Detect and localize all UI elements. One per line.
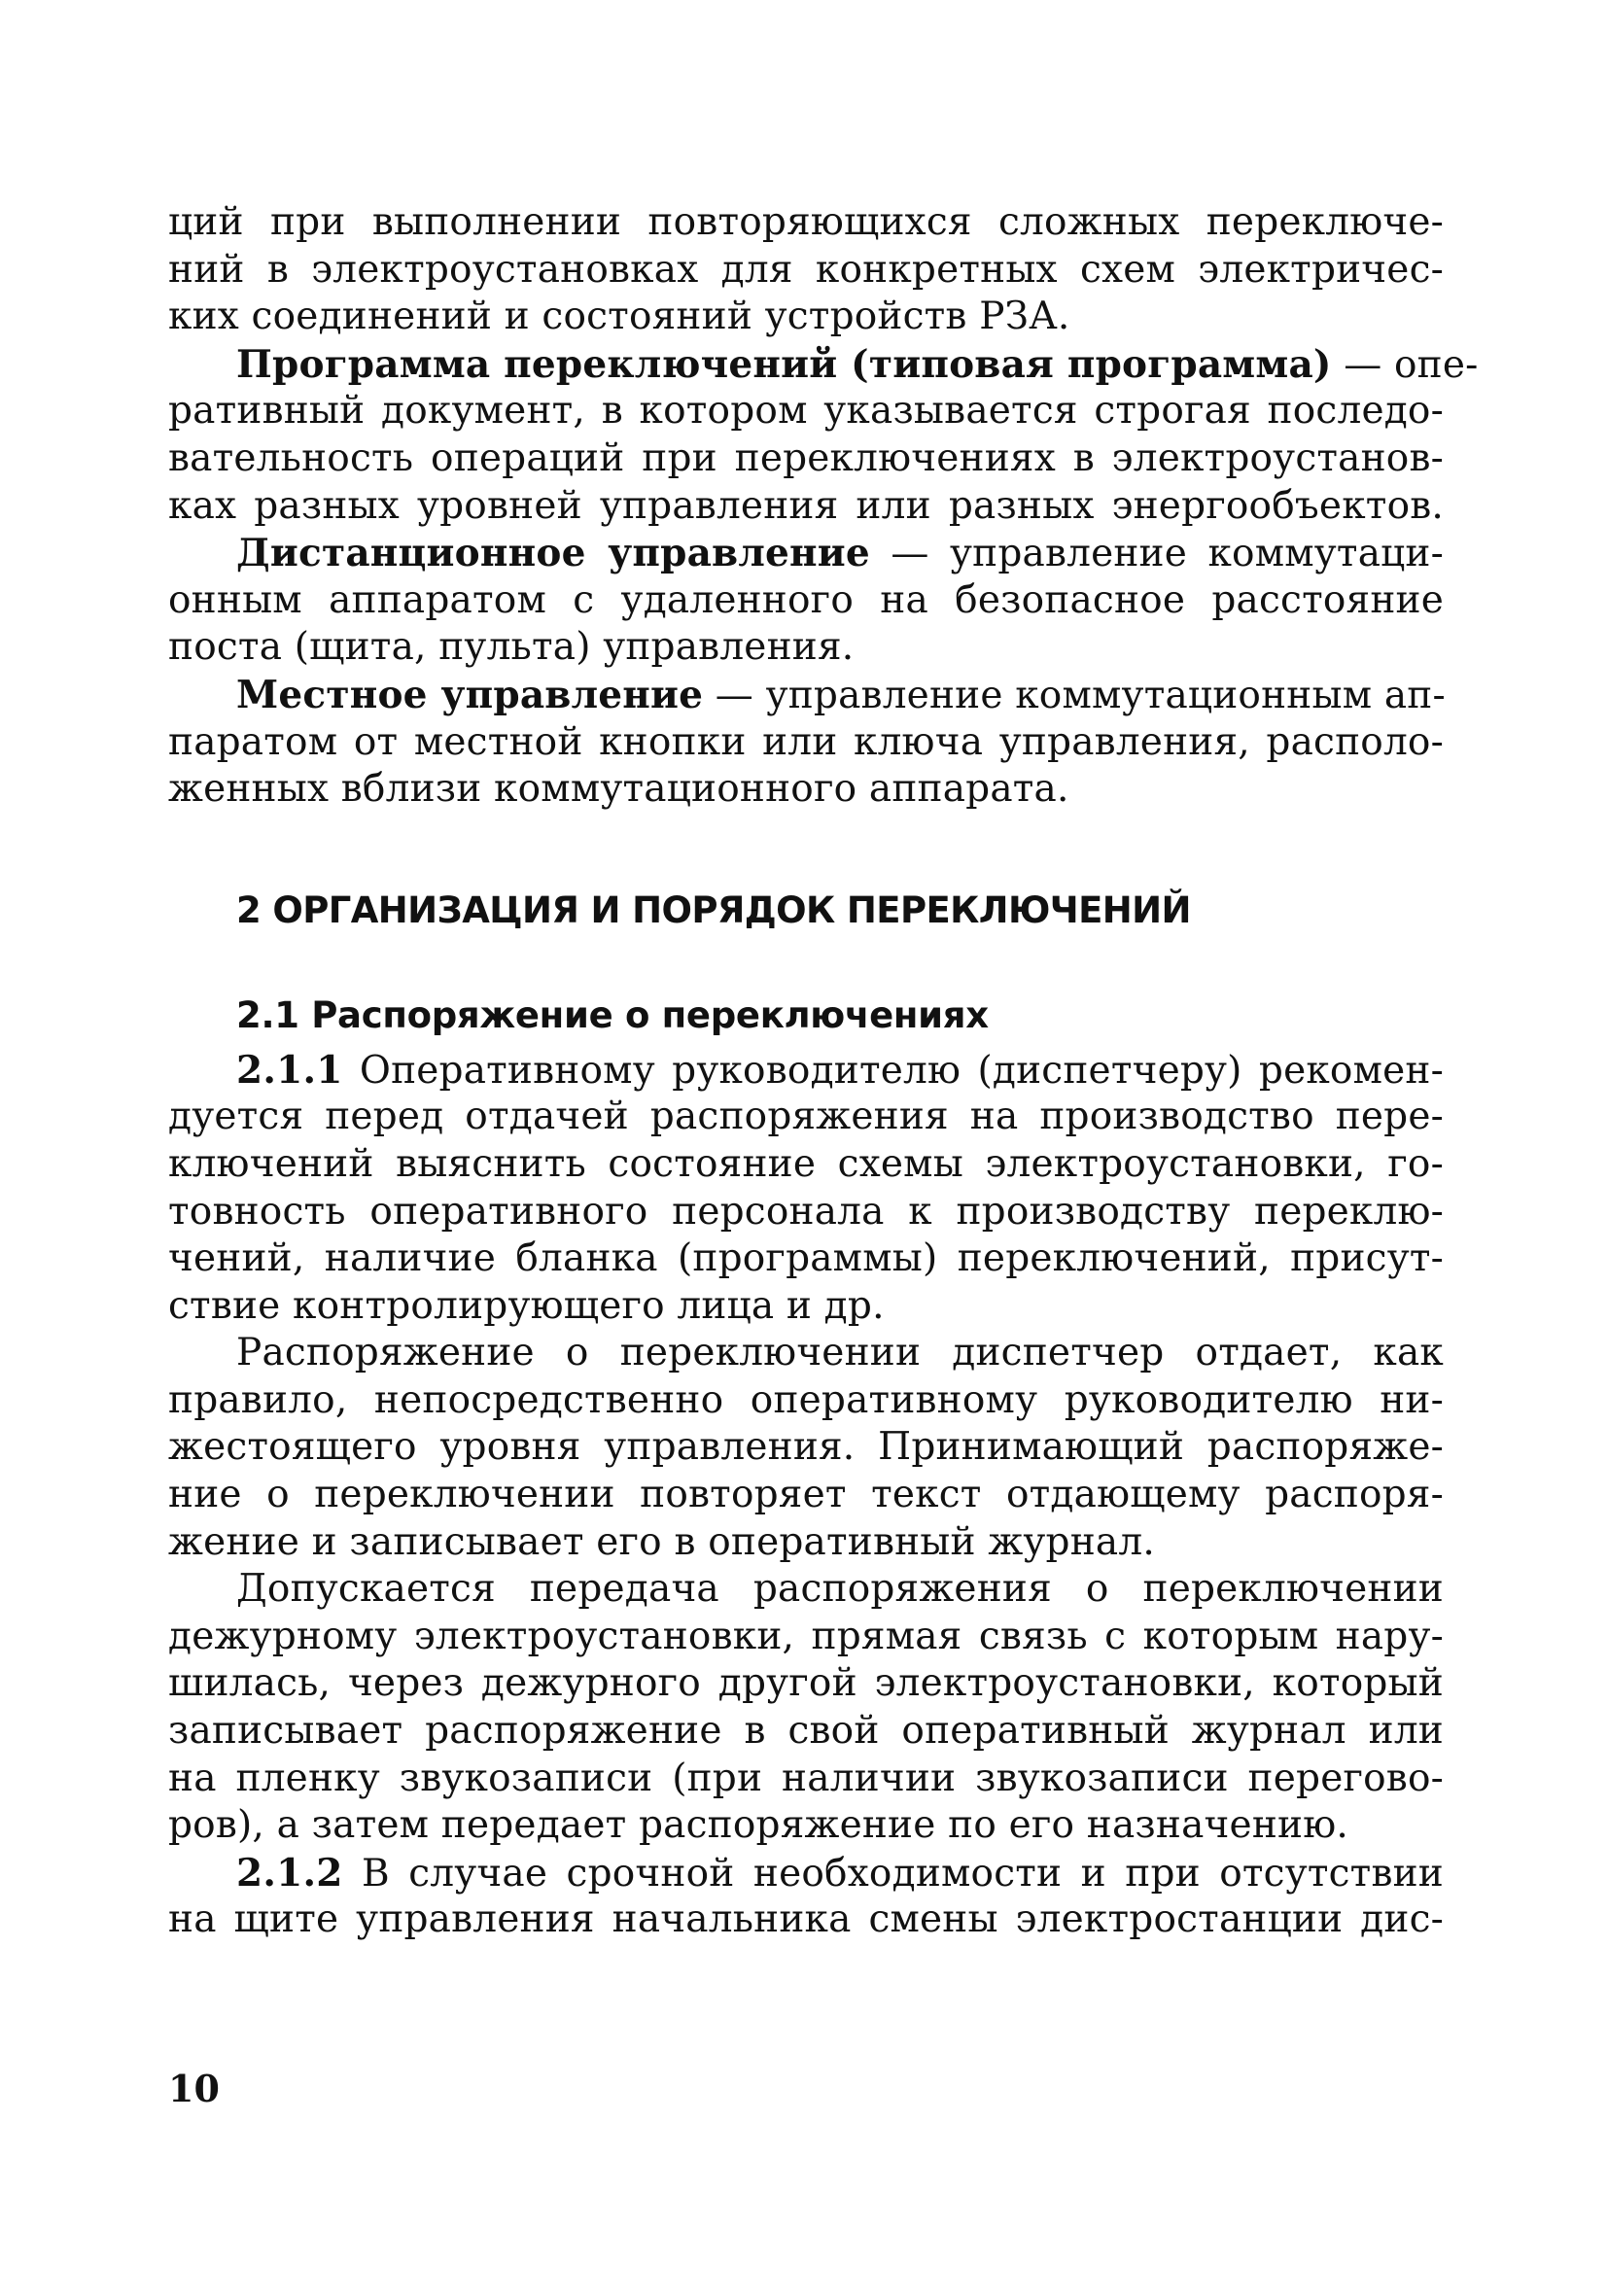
text-line: чений, наличие бланка (программы) переключений, присут- xyxy=(168,1236,1444,1281)
text-fragment: — управление коммутационным ап- xyxy=(703,673,1446,717)
text-line: дежурному электроустановки, прямая связь с которым нару- xyxy=(168,1614,1444,1658)
text-line xyxy=(168,530,1444,577)
clause-number: 2.1.2 xyxy=(236,1850,343,1896)
text-line: онным аппаратом с удаленного на безопасное расстояние xyxy=(168,577,1444,622)
text-line: ких соединений и состояний устройств РЗА. xyxy=(168,295,1070,339)
text-line: правило, непосредственно оперативному руководителю ни- xyxy=(168,1377,1444,1422)
definition-paragraph xyxy=(168,530,1444,672)
paragraph xyxy=(168,1566,1444,1850)
text-line: на пленку звукозаписи (при наличии звукозаписи перегово- xyxy=(168,1756,1444,1800)
text-line xyxy=(168,1850,1444,1897)
text-line: ров), а затем передает распоряжение по его назначению. xyxy=(168,1803,1348,1848)
text-line: вательность операций при переключениях в электроустанов- xyxy=(168,435,1444,480)
text-line: ние о переключении повторяет текст отдающему распоря- xyxy=(168,1473,1444,1517)
text-line xyxy=(168,1047,1444,1095)
numbered-paragraph xyxy=(168,1047,1444,1331)
chapter-heading: 2 ОРГАНИЗАЦИЯ И ПОРЯДОК ПЕРЕКЛЮЧЕНИЙ xyxy=(236,888,1191,931)
text-line: записывает распоряжение в свой оперативный журнал или xyxy=(168,1709,1444,1754)
spacer xyxy=(168,814,1444,887)
text-line: ствие контролирующего лица и др. xyxy=(168,1283,885,1328)
text-fragment: Оперативному руководителю (диспетчеру) рекомен- xyxy=(342,1048,1444,1093)
text-line: паратом от местной кнопки или ключа управления, располо- xyxy=(168,719,1444,764)
paragraph xyxy=(168,199,1444,341)
defined-term: Дистанционное управление xyxy=(236,531,870,576)
text-line: дуется перед отдачей распоряжения на производство пере- xyxy=(168,1095,1444,1139)
text-line xyxy=(168,672,1444,719)
text-fragment: — опе- xyxy=(1331,342,1479,387)
text-line: ключений выяснить состояние схемы электроустановки, го- xyxy=(168,1141,1444,1186)
definition-paragraph xyxy=(168,341,1479,530)
defined-term: Программа переключений (типовая программа) xyxy=(236,341,1332,387)
text-fragment: — управление коммутаци- xyxy=(869,532,1445,576)
definition-paragraph xyxy=(168,672,1444,814)
page-number: 10 xyxy=(168,2067,220,2110)
spacer xyxy=(168,934,1444,992)
text-line: шилась, через дежурного другой электроустановки, который xyxy=(168,1661,1444,1706)
defined-term: Местное управление xyxy=(236,672,704,717)
text-line: жестоящего уровня управления. Принимающий распоряже- xyxy=(168,1425,1444,1470)
text-line: ративный документ, в котором указывается строгая последо- xyxy=(168,389,1444,434)
text-line xyxy=(168,341,1479,389)
text-line: ках разных уровней управления или разных энергообъектов. xyxy=(168,483,1444,528)
text-line: ний в электроустановках для конкретных схем электричес- xyxy=(168,247,1444,292)
text-line: Допускается передача распоряжения о переключении xyxy=(236,1567,1444,1612)
paragraph xyxy=(168,1330,1444,1566)
text-line: жение и записывает его в оперативный журнал. xyxy=(168,1519,1155,1564)
section-heading: 2.1 Распоряжение о переключениях xyxy=(236,993,989,1036)
spacer xyxy=(168,1039,1444,1047)
clause-number: 2.1.1 xyxy=(236,1047,343,1093)
text-line: товность оперативного персонала к производству переклю- xyxy=(168,1189,1444,1234)
text-line: Распоряжение о переключении диспетчер отдает, как xyxy=(236,1331,1444,1375)
text-line: ций при выполнении повторяющихся сложных переключе- xyxy=(168,200,1444,244)
page-body xyxy=(168,199,1479,1944)
numbered-paragraph xyxy=(168,1850,1444,1944)
text-line: женных вблизи коммутационного аппарата. xyxy=(168,767,1069,812)
text-fragment: В случае срочной необходимости и при отсутствии xyxy=(342,1851,1444,1896)
text-line: поста (щита, пульта) управления. xyxy=(168,625,855,670)
text-line: на щите управления начальника смены электростанции дис- xyxy=(168,1897,1444,1942)
